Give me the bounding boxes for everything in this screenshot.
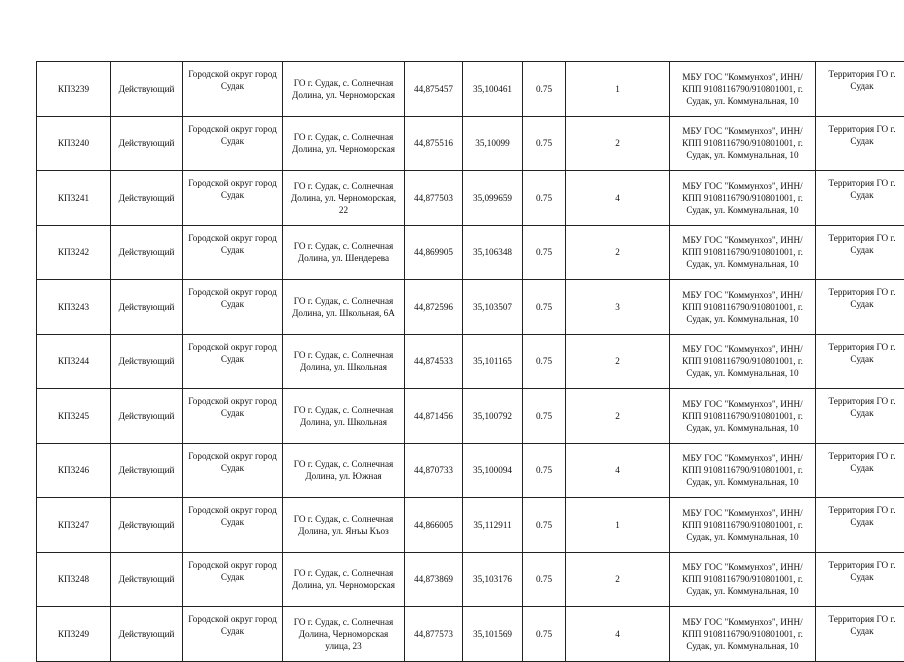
table-body xyxy=(37,62,904,662)
table-row xyxy=(37,280,904,335)
registry-table xyxy=(36,61,904,662)
table-row xyxy=(37,552,904,607)
cell-container-count: 4 xyxy=(566,607,670,662)
cell-site-id: КП3247 xyxy=(37,498,111,553)
cell-longitude: 35,103176 xyxy=(463,552,523,607)
cell-area: 0.75 xyxy=(523,552,566,607)
cell-status: Действующий xyxy=(111,607,183,662)
cell-longitude: 35,112911 xyxy=(463,498,523,553)
cell-address: ГО г. Судак, с. Солнечная Долина, ул. Шендерева xyxy=(283,225,405,280)
cell-address: ГО г. Судак, с. Солнечная Долина, ул. Школьная xyxy=(283,389,405,444)
cell-longitude: 35,101165 xyxy=(463,334,523,389)
cell-latitude: 44,866005 xyxy=(405,498,463,553)
cell-owner: МБУ ГОС "Коммунхоз", ИНН/КПП 9108116790/910801001, г. Судак, ул. Коммунальная, 10 xyxy=(670,171,816,226)
cell-owner: МБУ ГОС "Коммунхоз", ИНН/КПП 9108116790/910801001, г. Судак, ул. Коммунальная, 10 xyxy=(670,389,816,444)
cell-service-zone: Территория ГО г. Судак xyxy=(816,225,904,280)
cell-status: Действующий xyxy=(111,225,183,280)
cell-latitude: 44,875516 xyxy=(405,116,463,171)
cell-address: ГО г. Судак, с. Солнечная Долина, ул. Черноморская xyxy=(283,116,405,171)
cell-latitude: 44,873869 xyxy=(405,552,463,607)
cell-area: 0.75 xyxy=(523,62,566,117)
cell-longitude: 35,100792 xyxy=(463,389,523,444)
table-row xyxy=(37,607,904,662)
cell-service-zone: Территория ГО г. Судак xyxy=(816,607,904,662)
table-row xyxy=(37,225,904,280)
cell-district: Городской округ город Судак xyxy=(183,389,283,444)
cell-owner: МБУ ГОС "Коммунхоз", ИНН/КПП 9108116790/910801001, г. Судак, ул. Коммунальная, 10 xyxy=(670,498,816,553)
cell-service-zone: Территория ГО г. Судак xyxy=(816,280,904,335)
cell-container-count: 2 xyxy=(566,116,670,171)
cell-address: ГО г. Судак, с. Солнечная Долина, ул. Черноморская xyxy=(283,552,405,607)
cell-owner: МБУ ГОС "Коммунхоз", ИНН/КПП 9108116790/910801001, г. Судак, ул. Коммунальная, 10 xyxy=(670,607,816,662)
table-row xyxy=(37,498,904,553)
cell-latitude: 44,877503 xyxy=(405,171,463,226)
cell-district: Городской округ город Судак xyxy=(183,62,283,117)
cell-longitude: 35,100461 xyxy=(463,62,523,117)
cell-service-zone: Территория ГО г. Судак xyxy=(816,334,904,389)
cell-service-zone: Территория ГО г. Судак xyxy=(816,498,904,553)
cell-address: ГО г. Судак, с. Солнечная Долина, ул. Черноморская, 22 xyxy=(283,171,405,226)
cell-container-count: 2 xyxy=(566,334,670,389)
cell-container-count: 2 xyxy=(566,389,670,444)
cell-container-count: 4 xyxy=(566,443,670,498)
cell-container-count: 2 xyxy=(566,225,670,280)
cell-status: Действующий xyxy=(111,334,183,389)
cell-area: 0.75 xyxy=(523,171,566,226)
cell-longitude: 35,103507 xyxy=(463,280,523,335)
cell-area: 0.75 xyxy=(523,116,566,171)
cell-district: Городской округ город Судак xyxy=(183,607,283,662)
cell-district: Городской округ город Судак xyxy=(183,171,283,226)
cell-service-zone: Территория ГО г. Судак xyxy=(816,62,904,117)
cell-site-id: КП3241 xyxy=(37,171,111,226)
cell-site-id: КП3244 xyxy=(37,334,111,389)
cell-owner: МБУ ГОС "Коммунхоз", ИНН/КПП 9108116790/910801001, г. Судак, ул. Коммунальная, 10 xyxy=(670,62,816,117)
table-row xyxy=(37,62,904,117)
cell-latitude: 44,869905 xyxy=(405,225,463,280)
cell-district: Городской округ город Судак xyxy=(183,443,283,498)
cell-container-count: 3 xyxy=(566,280,670,335)
cell-area: 0.75 xyxy=(523,334,566,389)
cell-site-id: КП3240 xyxy=(37,116,111,171)
cell-status: Действующий xyxy=(111,280,183,335)
cell-owner: МБУ ГОС "Коммунхоз", ИНН/КПП 9108116790/910801001, г. Судак, ул. Коммунальная, 10 xyxy=(670,334,816,389)
cell-owner: МБУ ГОС "Коммунхоз", ИНН/КПП 9108116790/910801001, г. Судак, ул. Коммунальная, 10 xyxy=(670,225,816,280)
cell-service-zone: Территория ГО г. Судак xyxy=(816,443,904,498)
cell-longitude: 35,100094 xyxy=(463,443,523,498)
cell-area: 0.75 xyxy=(523,225,566,280)
cell-district: Городской округ город Судак xyxy=(183,334,283,389)
cell-owner: МБУ ГОС "Коммунхоз", ИНН/КПП 9108116790/910801001, г. Судак, ул. Коммунальная, 10 xyxy=(670,443,816,498)
cell-latitude: 44,871456 xyxy=(405,389,463,444)
cell-site-id: КП3242 xyxy=(37,225,111,280)
cell-container-count: 4 xyxy=(566,171,670,226)
cell-status: Действующий xyxy=(111,552,183,607)
cell-area: 0.75 xyxy=(523,443,566,498)
cell-container-count: 1 xyxy=(566,62,670,117)
table-row xyxy=(37,443,904,498)
cell-service-zone: Территория ГО г. Судак xyxy=(816,552,904,607)
cell-district: Городской округ город Судак xyxy=(183,498,283,553)
cell-owner: МБУ ГОС "Коммунхоз", ИНН/КПП 9108116790/910801001, г. Судак, ул. Коммунальная, 10 xyxy=(670,280,816,335)
cell-longitude: 35,10099 xyxy=(463,116,523,171)
cell-area: 0.75 xyxy=(523,280,566,335)
cell-longitude: 35,099659 xyxy=(463,171,523,226)
cell-longitude: 35,101569 xyxy=(463,607,523,662)
cell-address: ГО г. Судак, с. Солнечная Долина, ул. Черноморская xyxy=(283,62,405,117)
table-row xyxy=(37,116,904,171)
cell-address: ГО г. Судак, с. Солнечная Долина, ул. Южная xyxy=(283,443,405,498)
cell-status: Действующий xyxy=(111,116,183,171)
table-row xyxy=(37,389,904,444)
cell-latitude: 44,877573 xyxy=(405,607,463,662)
cell-address: ГО г. Судак, с. Солнечная Долина, ул. Школьная xyxy=(283,334,405,389)
cell-status: Действующий xyxy=(111,389,183,444)
cell-service-zone: Территория ГО г. Судак xyxy=(816,116,904,171)
cell-district: Городской округ город Судак xyxy=(183,552,283,607)
cell-district: Городской округ город Судак xyxy=(183,116,283,171)
cell-site-id: КП3248 xyxy=(37,552,111,607)
cell-container-count: 1 xyxy=(566,498,670,553)
table-row xyxy=(37,171,904,226)
cell-status: Действующий xyxy=(111,62,183,117)
cell-owner: МБУ ГОС "Коммунхоз", ИНН/КПП 9108116790/910801001, г. Судак, ул. Коммунальная, 10 xyxy=(670,116,816,171)
cell-site-id: КП3249 xyxy=(37,607,111,662)
cell-status: Действующий xyxy=(111,443,183,498)
cell-address: ГО г. Судак, с. Солнечная Долина, Черноморская улица, 23 xyxy=(283,607,405,662)
cell-site-id: КП3239 xyxy=(37,62,111,117)
cell-site-id: КП3245 xyxy=(37,389,111,444)
cell-site-id: КП3243 xyxy=(37,280,111,335)
cell-latitude: 44,872596 xyxy=(405,280,463,335)
cell-latitude: 44,874533 xyxy=(405,334,463,389)
cell-address: ГО г. Судак, с. Солнечная Долина, ул. Школьная, 6А xyxy=(283,280,405,335)
cell-area: 0.75 xyxy=(523,607,566,662)
cell-latitude: 44,875457 xyxy=(405,62,463,117)
cell-service-zone: Территория ГО г. Судак xyxy=(816,171,904,226)
cell-area: 0.75 xyxy=(523,389,566,444)
cell-district: Городской округ город Судак xyxy=(183,280,283,335)
cell-container-count: 2 xyxy=(566,552,670,607)
cell-service-zone: Территория ГО г. Судак xyxy=(816,389,904,444)
cell-status: Действующий xyxy=(111,498,183,553)
cell-status: Действующий xyxy=(111,171,183,226)
cell-site-id: КП3246 xyxy=(37,443,111,498)
table-row xyxy=(37,334,904,389)
cell-longitude: 35,106348 xyxy=(463,225,523,280)
cell-address: ГО г. Судак, с. Солнечная Долина, ул. Янъы Къоз xyxy=(283,498,405,553)
cell-owner: МБУ ГОС "Коммунхоз", ИНН/КПП 9108116790/910801001, г. Судак, ул. Коммунальная, 10 xyxy=(670,552,816,607)
cell-latitude: 44,870733 xyxy=(405,443,463,498)
cell-area: 0.75 xyxy=(523,498,566,553)
cell-district: Городской округ город Судак xyxy=(183,225,283,280)
